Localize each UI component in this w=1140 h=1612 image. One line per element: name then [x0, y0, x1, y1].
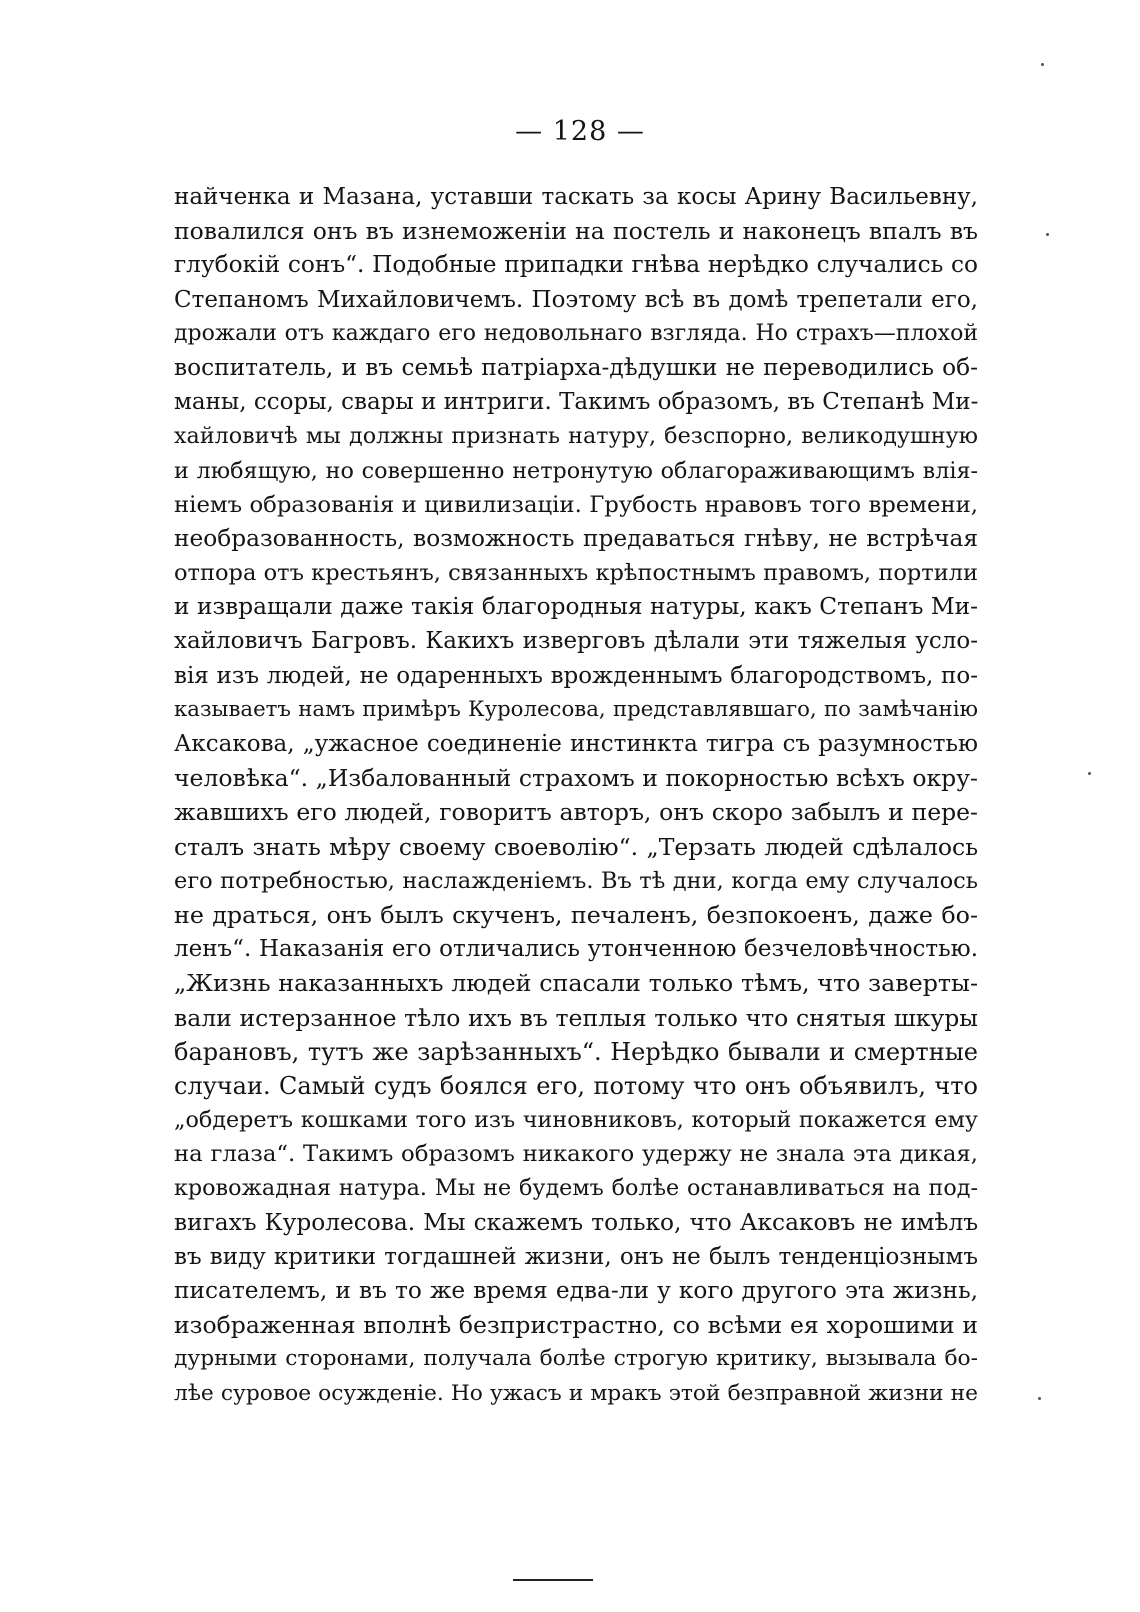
body-text — [174, 180, 978, 1411]
scan-speck — [1038, 1397, 1041, 1400]
text-line: случаи. Самый судъ боялся его, потому что онъ объявилъ, что — [174, 1071, 978, 1100]
text-line: найченка и Мазана, уставши таскать за косы Арину Васильевну, — [174, 184, 978, 210]
text-line: отпора отъ крестьянъ, связанныхъ крѣпостнымъ правомъ, портили — [174, 560, 978, 587]
scan-speck — [1088, 772, 1091, 775]
text-line: человѣка“. „Избалованный страхомъ и покорностью всѣхъ окру- — [174, 764, 978, 793]
text-line: глубокій сонъ“. Подобные припадки гнѣва нерѣдко случались со — [174, 251, 978, 279]
text-line: вія изъ людей, не одаренныхъ врожденнымъ благородствомъ, по- — [174, 662, 978, 689]
text-line: маны, ссоры, свары и интриги. Такимъ образомъ, въ Степанѣ Ми- — [174, 389, 979, 416]
text-line: лѣе суровое осужденіе. Но ужасъ и мракъ этой безправной жизни не — [174, 1380, 978, 1406]
text-line: изображенная вполнѣ безпристрастно, со всѣми ея хорошими и — [174, 1311, 978, 1340]
text-line: дрожали отъ каждаго его недовольнаго взгляда. Но страхъ—плохой — [174, 320, 978, 346]
text-line: повалился онъ въ изнеможенiи на постель и наконецъ впалъ въ — [174, 217, 978, 246]
text-line: не драться, онъ былъ скученъ, печаленъ, безпокоенъ, даже бо- — [174, 900, 978, 929]
text-line: сталъ знать мѣру своему своеволію“. „Терзать людей сдѣлалось — [174, 832, 978, 861]
page-number: — 128 — — [515, 116, 645, 147]
text-line: „обдеретъ кошками того изъ чиновниковъ, который покажется ему — [174, 1107, 978, 1134]
text-line: казываетъ намъ примѣръ Куролесова, представлявшаго, по замѣчанію — [174, 696, 978, 722]
text-line: „Жизнь наказанныхъ людей спасали только тѣмъ, что заверты- — [174, 969, 978, 998]
text-line: Аксакова, „ужасное соединеніе инстинкта тигра съ разумностью — [174, 731, 978, 757]
text-line: вали истерзанное тѣло ихъ въ теплыя только что снятыя шкуры — [174, 1003, 978, 1032]
text-line: хайловичъ Багровъ. Какихъ извергoвъ дѣлали эти тяжелыя усло- — [174, 628, 978, 655]
text-line: Степаномъ Михайловичемъ. Поэтому всѣ въ домѣ трепетали его, — [174, 286, 978, 313]
text-line: барановъ, тутъ же зарѣзанныхъ“. Нерѣдко бывали и смертные — [174, 1037, 978, 1066]
text-line: жавшихъ его людей, говоритъ авторъ, онъ скоро забылъ и пере- — [174, 798, 978, 827]
footer-rule — [513, 1579, 593, 1581]
text-line: вигахъ Куролесова. Мы скажемъ только, что Аксаковъ не имѣлъ — [174, 1208, 978, 1236]
text-line: дурными сторонами, получала болѣе строгую критику, вызывала бо- — [174, 1346, 978, 1372]
text-line: его потребностью, наслажденіемъ. Въ тѣ дни, когда ему случалось — [174, 867, 978, 894]
text-line: кровожадная натура. Мы не будемъ болѣе останавливаться на под- — [174, 1175, 978, 1202]
text-line: воспитатель, и въ семьѣ патріарха-дѣдушки не переводились об- — [174, 353, 978, 381]
scan-speck — [1046, 233, 1049, 236]
text-line: въ виду критики тогдашней жизни, онъ не былъ тенденціознымъ — [174, 1243, 978, 1270]
text-line: хайловичѣ мы должны признать натуру, безспорно, великодушную — [174, 423, 978, 450]
scan-speck — [1041, 63, 1044, 66]
text-line: и извращали даже такія благородныя натуры, какъ Степанъ Ми- — [174, 593, 978, 621]
text-line: на глаза“. Такимъ образомъ никакого удержу не знала эта дикая, — [174, 1141, 978, 1168]
text-line: ніемъ образованія и цивилизаціи. Грубость нравовъ того времени, — [174, 491, 978, 518]
text-line: ленъ“. Наказанія его отличались утонченною безчеловѣчностью. — [174, 936, 978, 963]
text-line: и любящую, но совершенно нетронутую облагораживающимъ влія- — [174, 457, 978, 484]
text-line: писателемъ, и въ то же время едва-ли у кого другого эта жизнь, — [174, 1277, 978, 1304]
text-line: необразованность, возможность предаваться гнѣву, не встрѣчая — [174, 524, 978, 552]
